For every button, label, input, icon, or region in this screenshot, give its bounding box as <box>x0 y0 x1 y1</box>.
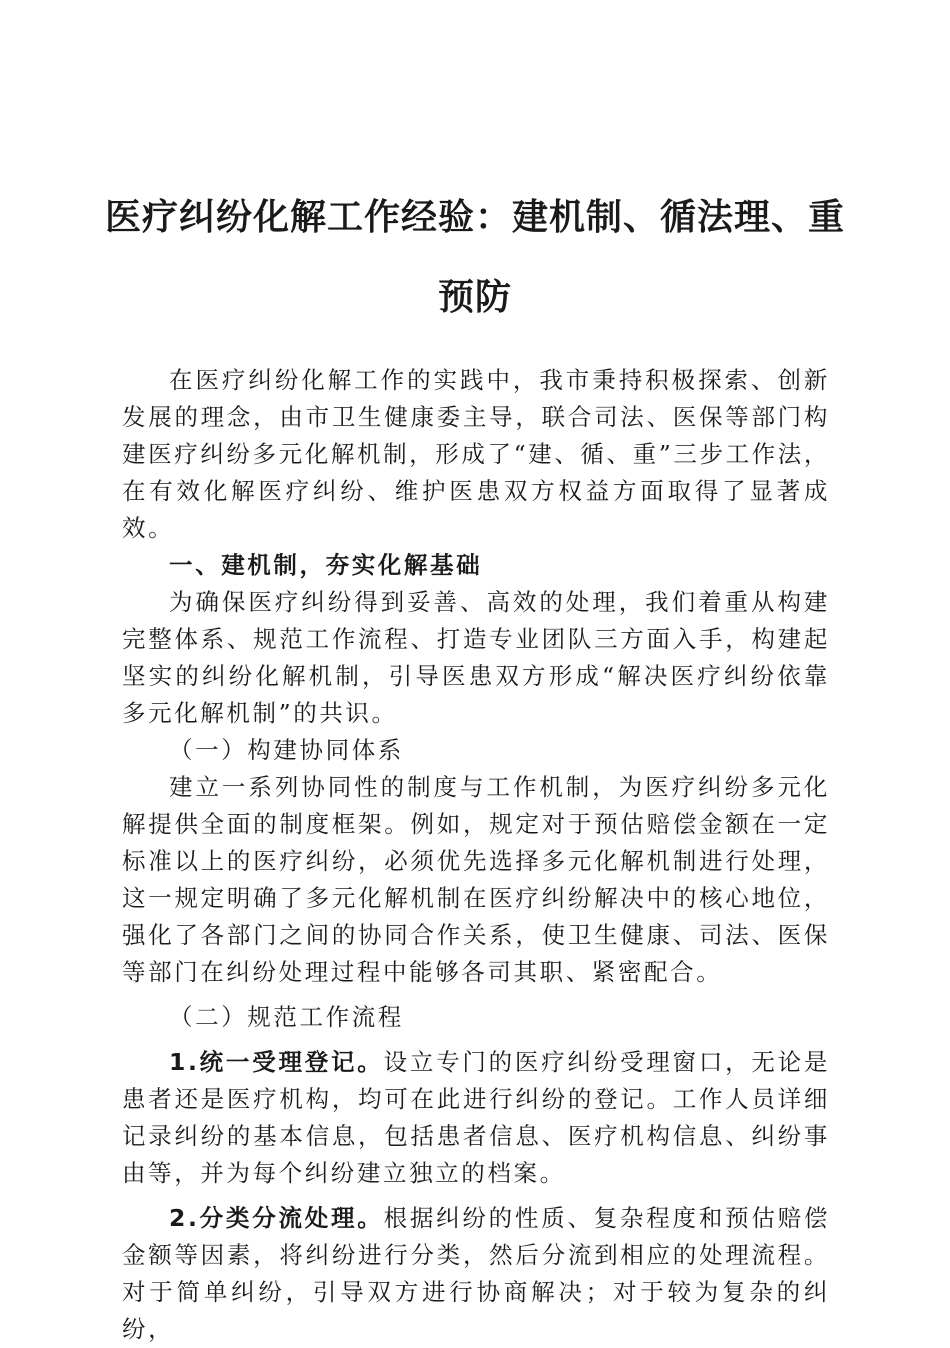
list-item <box>122 1044 830 1192</box>
document-title: 医疗纠纷化解工作经验：建机制、循法理、重预防 <box>104 197 845 318</box>
item-lead: 2.分类分流处理。 <box>169 1204 384 1232</box>
section-paragraph: 为确保医疗纠纷得到妥善、高效的处理，我们着重从构建完整体系、规范工作流程、打造专业团队三方面入手，构建起坚实的纠纷化解机制，引导医患双方形成“解决医疗纠纷依靠多元化解机制”的共识。 <box>122 588 830 727</box>
subsection-heading: （二）规范工作流程 <box>169 1003 404 1031</box>
subsection-paragraph: 建立一系列协同性的制度与工作机制，为医疗纠纷多元化解提供全面的制度框架。例如，规定对于预估赔偿金额在一定标准以上的医疗纠纷，必须优先选择多元化解机制进行处理，这一规定明确了多元化解机制在医疗纠纷解决中的核心地位，强化了各部门之间的协同合作关系，使卫生健康、司法、医保等部门在纠纷处理过程中能够各司其职、紧密配合。 <box>122 773 830 986</box>
item-text: 根据纠纷的性质、复杂程度和预估赔偿金额等因素，将纠纷进行分类，然后分流到相应的处理流程。对于简单纠纷，引导双方进行协商解决；对于较为复杂的纠纷， <box>122 1204 831 1343</box>
intro-paragraph: 在医疗纠纷化解工作的实践中，我市秉持积极探索、创新发展的理念，由市卫生健康委主导，联合司法、医保等部门构建医疗纠纷多元化解机制，形成了“建、循、重”三步工作法，在有效化解医疗纠纷、维护医患双方权益方面取得了显著成效。 <box>122 366 830 542</box>
section-heading: 一、建机制，夯实化解基础 <box>169 551 483 579</box>
item-text: 设立专门的医疗纠纷受理窗口，无论是患者还是医疗机构，均可在此进行纠纷的登记。工作人员详细记录纠纷的基本信息，包括患者信息、医疗机构信息、纠纷事由等，并为每个纠纷建立独立的档案。 <box>122 1048 831 1187</box>
subsection-heading: （一）构建协同体系 <box>169 736 404 764</box>
document-body <box>122 362 830 1348</box>
list-item <box>122 1200 830 1348</box>
item-lead: 1.统一受理登记。 <box>169 1048 384 1076</box>
